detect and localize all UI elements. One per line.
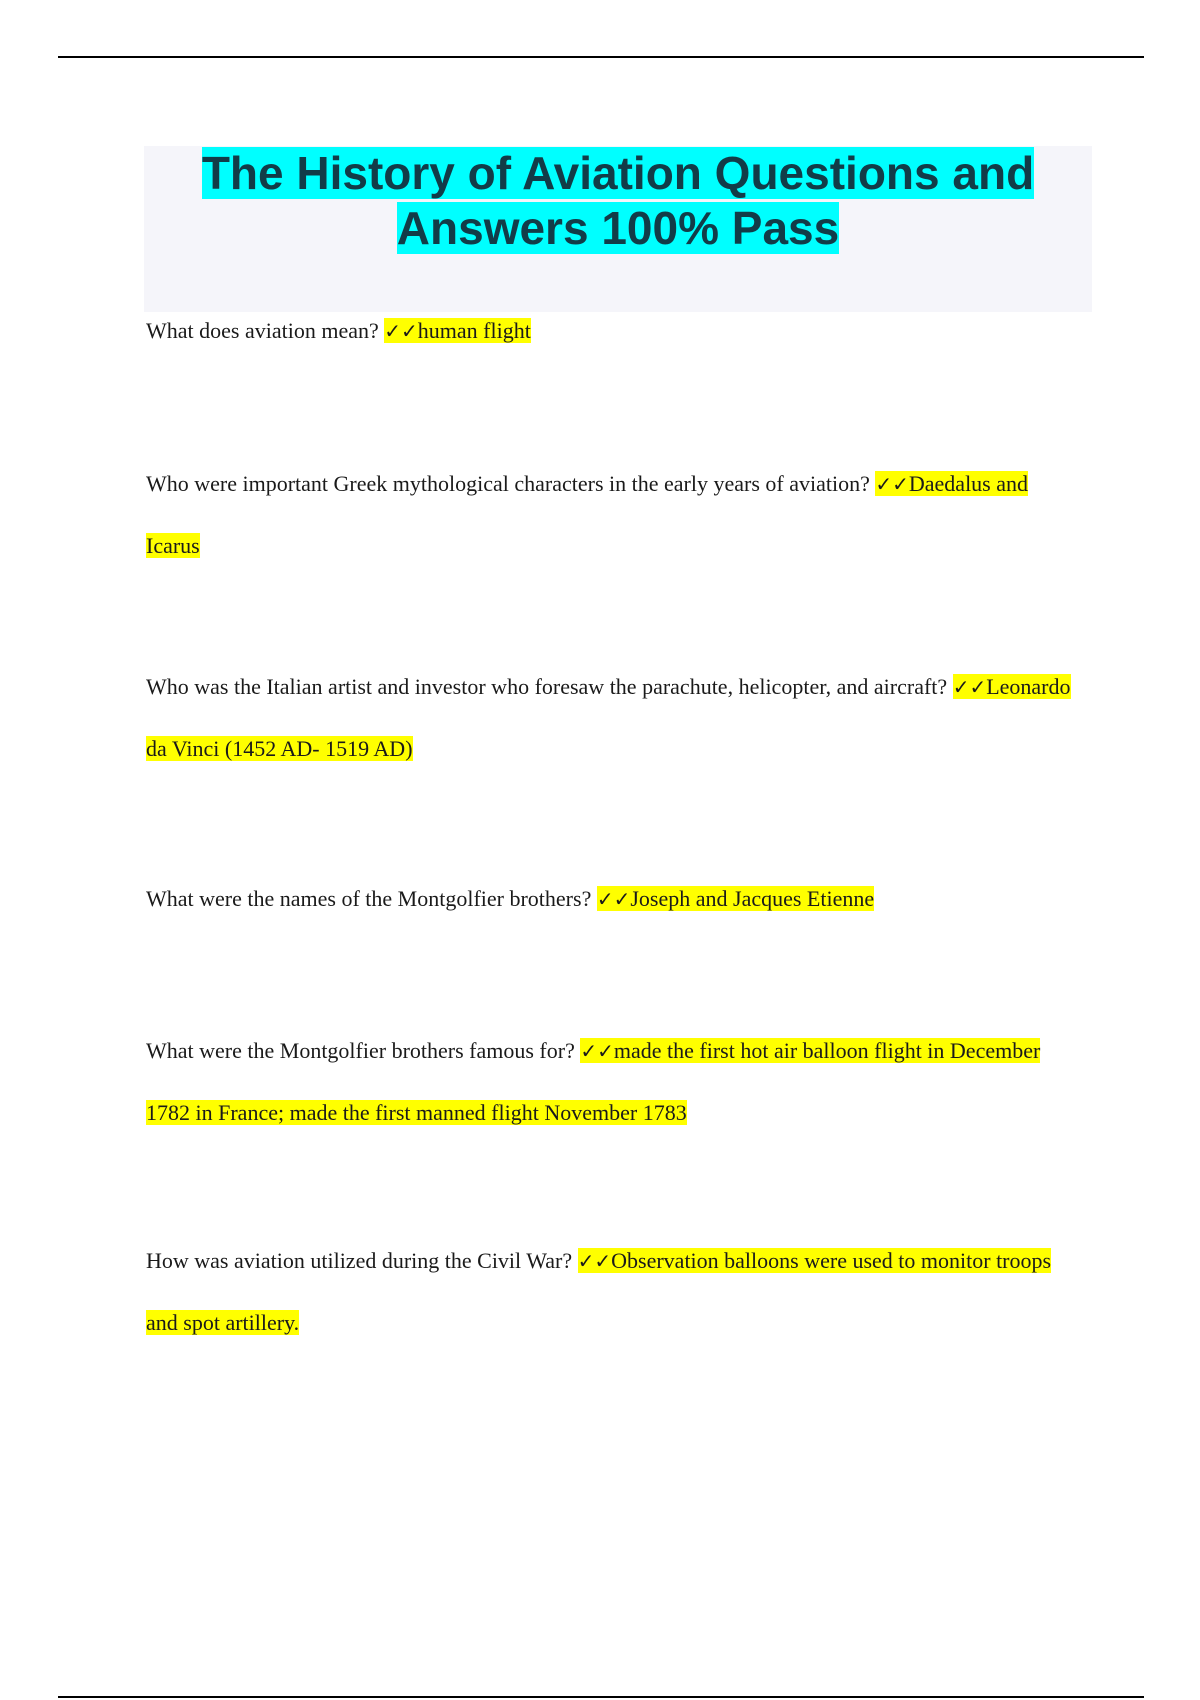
document-title xyxy=(144,146,1092,256)
question-1: What does aviation mean? xyxy=(146,318,379,343)
answer-5: made the first hot air balloon flight in December 1782 in France; made the first manned flight November 1783 xyxy=(146,1038,1041,1125)
document-title-highlight: The History of Aviation Questions and Answers 100% Pass xyxy=(201,147,1035,254)
answer-4-highlight xyxy=(597,886,874,911)
answer-1-highlight xyxy=(384,318,531,343)
title-block xyxy=(144,146,1092,312)
answer-2: Daedalus and Icarus xyxy=(146,471,1029,558)
check-icon: ✓✓ xyxy=(875,472,909,496)
question-6: How was aviation utilized during the Civil War? xyxy=(146,1248,573,1273)
check-icon: ✓✓ xyxy=(577,1249,612,1273)
qa-item-6 xyxy=(146,1230,1086,1353)
answer-1: human flight xyxy=(417,318,531,343)
question-5: What were the Montgolfier brothers famous for? xyxy=(146,1038,575,1063)
qa-item-4 xyxy=(146,868,1086,930)
check-icon: ✓✓ xyxy=(952,675,987,699)
qa-item-1 xyxy=(146,300,1086,362)
check-icon: ✓✓ xyxy=(384,319,418,343)
answer-4: Joseph and Jacques Etienne xyxy=(630,886,875,911)
question-2: Who were important Greek mythological characters in the early years of aviation? xyxy=(146,471,870,496)
answer-3: Leonardo da Vinci (1452 AD- 1519 AD) xyxy=(146,674,1071,761)
question-4: What were the names of the Montgolfier brothers? xyxy=(146,886,592,911)
answer-6: Observation balloons were used to monitor troops and spot artillery. xyxy=(146,1248,1052,1335)
qa-item-5 xyxy=(146,1020,1086,1143)
bottom-divider xyxy=(58,1696,1144,1698)
top-divider xyxy=(58,56,1144,58)
check-icon: ✓✓ xyxy=(596,887,631,911)
check-icon: ✓✓ xyxy=(580,1039,614,1063)
question-3: Who was the Italian artist and investor who foresaw the parachute, helicopter, and aircraft? xyxy=(146,674,948,699)
qa-item-3 xyxy=(146,656,1086,779)
qa-item-2 xyxy=(146,453,1086,576)
